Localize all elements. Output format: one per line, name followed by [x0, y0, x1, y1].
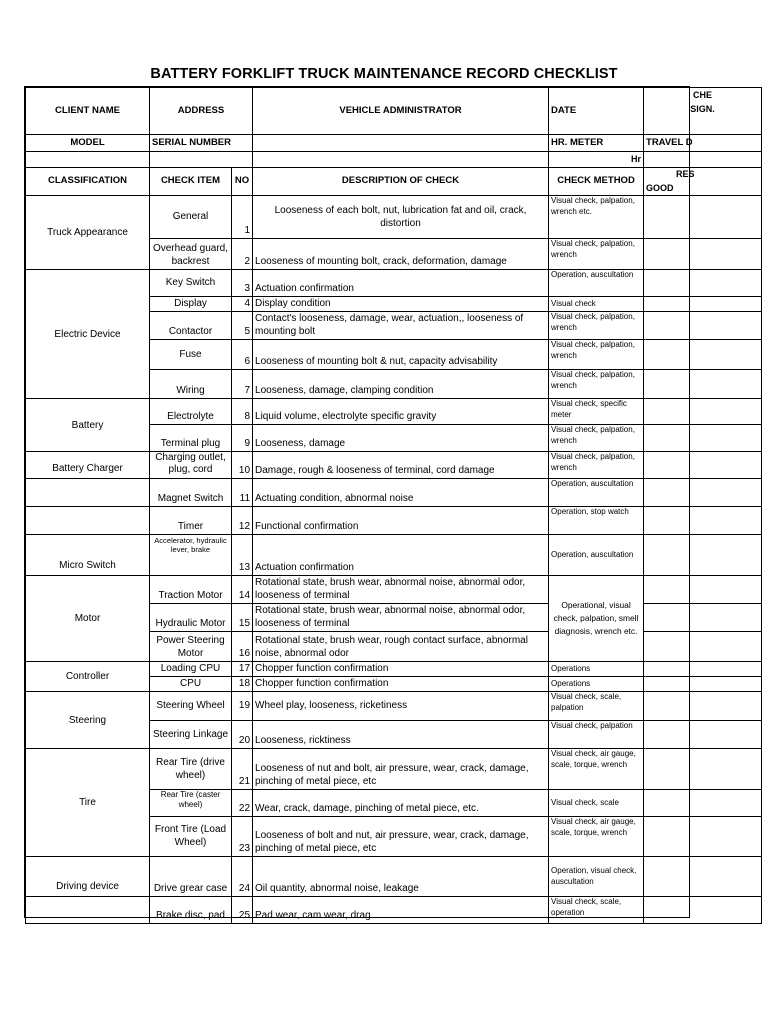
travel-field[interactable] — [644, 152, 762, 168]
result-cell[interactable] — [644, 897, 762, 924]
check-description: Functional confirmation — [253, 507, 549, 535]
row-number: 21 — [232, 749, 253, 790]
check-item: CPU — [150, 677, 232, 692]
check-item: Rear Tire (drive wheel) — [150, 749, 232, 790]
check-method: Visual check, palpation, wrench — [549, 340, 644, 370]
row-number: 15 — [232, 604, 253, 632]
table-row — [26, 749, 762, 790]
classification-header: CLASSIFICATION — [26, 168, 150, 196]
check-description: Looseness of each bolt, nut, lubrication fat and oil, crack, distortion — [253, 196, 549, 239]
check-item: Front Tire (Load Wheel) — [150, 817, 232, 857]
result-cell[interactable] — [644, 790, 762, 817]
header-row-4 — [26, 152, 762, 168]
result-cell[interactable] — [644, 452, 762, 479]
result-cell[interactable] — [644, 370, 762, 399]
check-method: Operations — [549, 677, 644, 692]
table-row — [26, 479, 762, 507]
classification-battery: Battery — [26, 399, 150, 452]
serial-number-field[interactable] — [253, 135, 549, 152]
table-row — [26, 452, 762, 479]
serial-number-value[interactable] — [150, 152, 253, 168]
check-description: Looseness, damage, clamping condition — [253, 370, 549, 399]
check-item-header: CHECK ITEM — [150, 168, 232, 196]
row-number: 14 — [232, 576, 253, 604]
check-description: Rotational state, brush wear, abnormal noise, abnormal odor, looseness of terminal — [253, 576, 549, 604]
check-item: Steering Linkage — [150, 721, 232, 749]
check-method: Visual check, scale, palpation — [549, 692, 644, 721]
row-number: 20 — [232, 721, 253, 749]
check-method: Operation, visual check, auscultation — [549, 857, 644, 897]
row-number: 19 — [232, 692, 253, 721]
check-description: Chopper function confirmation — [253, 662, 549, 677]
check-method: Visual check, palpation, wrench — [549, 452, 644, 479]
check-item: Charging outlet, plug, cord — [150, 452, 232, 479]
check-item: Magnet Switch — [150, 479, 232, 507]
check-item: Key Switch — [150, 270, 232, 297]
client-name-field[interactable] — [26, 118, 150, 135]
vehicle-administrator-label: VEHICLE ADMINISTRATOR — [253, 88, 549, 118]
result-cell[interactable] — [644, 399, 762, 425]
vehicle-administrator-field[interactable] — [253, 118, 549, 135]
row-number: 9 — [232, 425, 253, 452]
check-item: Display — [150, 297, 232, 312]
check-description: Looseness of nut and bolt, air pressure, wear, crack, damage, pinching of metal piece, etc — [253, 749, 549, 790]
row-number: 13 — [232, 535, 253, 576]
result-cell[interactable] — [644, 677, 762, 692]
result-cell[interactable] — [644, 817, 762, 857]
address-label: ADDRESS — [150, 88, 253, 118]
check-item: Fuse — [150, 340, 232, 370]
result-cell[interactable] — [644, 312, 762, 340]
check-description: Chopper function confirmation — [253, 677, 549, 692]
row-number: 1 — [232, 196, 253, 239]
check-item: Power Steering Motor — [150, 632, 232, 662]
row-number: 11 — [232, 479, 253, 507]
result-cell[interactable] — [644, 535, 762, 576]
date-label: DATE — [549, 88, 644, 118]
classification-motor: Motor — [26, 576, 150, 662]
check-method-header: CHECK METHOD — [549, 168, 644, 196]
check-item: Traction Motor — [150, 576, 232, 604]
check-description: Rotational state, brush wear, rough contact surface, abnormal noise, abnormal odor — [253, 632, 549, 662]
check-description: Contact's looseness, damage, wear, actuation,, looseness of mounting bolt — [253, 312, 549, 340]
table-row — [26, 535, 762, 576]
result-cell[interactable] — [644, 721, 762, 749]
check-description: Damage, rough & looseness of terminal, cord damage — [253, 452, 549, 479]
row-number: 3 — [232, 270, 253, 297]
check-description: Looseness, ricktiness — [253, 721, 549, 749]
check-method: Operation, stop watch — [549, 507, 644, 535]
description-header: DESCRIPTION OF CHECK — [253, 168, 549, 196]
check-item: Loading CPU — [150, 662, 232, 677]
check-method: Visual check, air gauge, scale, torque, wrench — [549, 749, 644, 790]
model-label: MODEL — [26, 135, 150, 152]
check-item: Accelerator, hydraulic lever, brake — [150, 535, 232, 576]
check-description: Looseness of mounting bolt, crack, deformation, damage — [253, 239, 549, 270]
table-row — [26, 692, 762, 721]
row-number: 8 — [232, 399, 253, 425]
check-item: General — [150, 196, 232, 239]
row-number: 6 — [232, 340, 253, 370]
row-number: 12 — [232, 507, 253, 535]
header-row-3 — [26, 135, 762, 152]
header-row-1 — [26, 88, 762, 118]
result-label: RES — [676, 169, 695, 179]
check-description: Wear, crack, damage, pinching of metal piece, etc. — [253, 790, 549, 817]
check-item: Overhead guard, backrest — [150, 239, 232, 270]
check-description: Actuation confirmation — [253, 270, 549, 297]
check-item: Drive grear case — [150, 857, 232, 897]
client-name-label: CLIENT NAME — [26, 88, 150, 118]
check-method: Visual check, palpation, wrench — [549, 370, 644, 399]
classification-blank — [26, 507, 150, 535]
table-row — [26, 196, 762, 239]
checker-signature-label: CHE SIGN. — [644, 88, 762, 118]
table-row — [26, 399, 762, 425]
check-description: Pad wear, cam wear, drag — [253, 897, 549, 924]
check-item: Brake disc, pad — [150, 897, 232, 924]
result-cell[interactable] — [644, 425, 762, 452]
table-row — [26, 857, 762, 897]
check-item: Hydraulic Motor — [150, 604, 232, 632]
classification-blank — [26, 479, 150, 507]
checklist-table — [25, 87, 762, 924]
good-label: GOOD — [646, 182, 674, 193]
check-item: Timer — [150, 507, 232, 535]
date-field[interactable] — [549, 118, 644, 135]
result-cell[interactable] — [644, 297, 762, 312]
check-item: Electrolyte — [150, 399, 232, 425]
check-description: Looseness, damage — [253, 425, 549, 452]
classification-battery-charger: Battery Charger — [26, 452, 150, 479]
check-method: Visual check — [549, 297, 644, 312]
result-cell[interactable] — [644, 239, 762, 270]
row-number: 25 — [232, 897, 253, 924]
classification-electric-device: Electric Device — [26, 270, 150, 399]
check-method: Visual check, scale — [549, 790, 644, 817]
result-cell[interactable] — [644, 857, 762, 897]
check-description: Rotational state, brush wear, abnormal noise, abnormal odor, looseness of terminal — [253, 604, 549, 632]
row-number: 24 — [232, 857, 253, 897]
check-method: Visual check, palpation, wrench etc. — [549, 196, 644, 239]
model-field[interactable] — [26, 152, 150, 168]
result-cell[interactable] — [644, 662, 762, 677]
check-method: Operations — [549, 662, 644, 677]
row-number: 5 — [232, 312, 253, 340]
check-method: Operation, auscultation — [549, 270, 644, 297]
result-cell[interactable] — [644, 576, 762, 604]
result-cell[interactable] — [644, 632, 762, 662]
check-description: Actuation confirmation — [253, 535, 549, 576]
result-cell[interactable] — [644, 340, 762, 370]
check-description: Wheel play, looseness, ricketiness — [253, 692, 549, 721]
classification-tire: Tire — [26, 749, 150, 857]
address-field[interactable] — [150, 118, 253, 135]
check-method: Operation, auscultation — [549, 535, 644, 576]
check-method: Visual check, palpation, wrench — [549, 312, 644, 340]
check-method: Visual check, palpation, wrench — [549, 239, 644, 270]
check-item: Terminal plug — [150, 425, 232, 452]
classification-controller: Controller — [26, 662, 150, 692]
result-cell[interactable] — [644, 749, 762, 790]
serial-number-label: SERIAL NUMBER — [150, 135, 253, 152]
header-row-2 — [26, 118, 762, 135]
check-method: Visual check, palpation, wrench — [549, 425, 644, 452]
check-method: Visual check, specific meter — [549, 399, 644, 425]
result-header — [644, 168, 762, 196]
row-number: 16 — [232, 632, 253, 662]
result-cell[interactable] — [644, 196, 762, 239]
row-number: 23 — [232, 817, 253, 857]
table-row — [26, 897, 762, 924]
check-method: Operation, auscultation — [549, 479, 644, 507]
row-number: 2 — [232, 239, 253, 270]
check-method: Visual check, air gauge, scale, torque, wrench — [549, 817, 644, 857]
check-description: Liquid volume, electrolyte specific gravity — [253, 399, 549, 425]
check-item: Wiring — [150, 370, 232, 399]
classification-blank — [26, 897, 150, 924]
classification-driving-device: Driving device — [26, 857, 150, 897]
checker-signature-field[interactable] — [644, 118, 762, 135]
table-row — [26, 270, 762, 297]
result-cell[interactable] — [644, 479, 762, 507]
classification-micro-switch: Micro Switch — [26, 535, 150, 576]
result-cell[interactable] — [644, 507, 762, 535]
row-number: 4 — [232, 297, 253, 312]
hr-meter-label: HR. METER — [549, 135, 644, 152]
row-number: 17 — [232, 662, 253, 677]
hr-unit: Hr — [549, 152, 644, 168]
row-number: 10 — [232, 452, 253, 479]
blank-cell — [253, 152, 549, 168]
no-header: NO — [232, 168, 253, 196]
row-number: 18 — [232, 677, 253, 692]
travel-label: TRAVEL D — [644, 135, 762, 152]
check-method: Visual check, scale, operation — [549, 897, 644, 924]
check-description: Actuating condition, abnormal noise — [253, 479, 549, 507]
result-cell[interactable] — [644, 692, 762, 721]
check-method: Visual check, palpation — [549, 721, 644, 749]
check-description: Looseness of mounting bolt & nut, capacity advisability — [253, 340, 549, 370]
table-row — [26, 507, 762, 535]
check-item: Contactor — [150, 312, 232, 340]
check-item: Steering Wheel — [150, 692, 232, 721]
check-description: Oil quantity, abnormal noise, leakage — [253, 857, 549, 897]
classification-steering: Steering — [26, 692, 150, 749]
check-method: Operational, visual check, palpation, smell diagnosis, wrench etc. — [549, 576, 644, 662]
row-number: 7 — [232, 370, 253, 399]
column-header-row — [26, 168, 762, 196]
table-row — [26, 576, 762, 604]
row-number: 22 — [232, 790, 253, 817]
page-title: BATTERY FORKLIFT TRUCK MAINTENANCE RECORD CHECKLIST — [150, 66, 618, 82]
classification-truck-appearance: Truck Appearance — [26, 196, 150, 270]
checklist-sheet — [24, 86, 715, 921]
result-cell[interactable] — [644, 604, 762, 632]
check-description: Looseness of bolt and nut, air pressure, wear, crack, damage, pinching of metal piece, etc — [253, 817, 549, 857]
check-description: Display condition — [253, 297, 549, 312]
result-cell[interactable] — [644, 270, 762, 297]
table-row — [26, 662, 762, 677]
check-item: Rear Tire (caster wheel) — [150, 790, 232, 817]
